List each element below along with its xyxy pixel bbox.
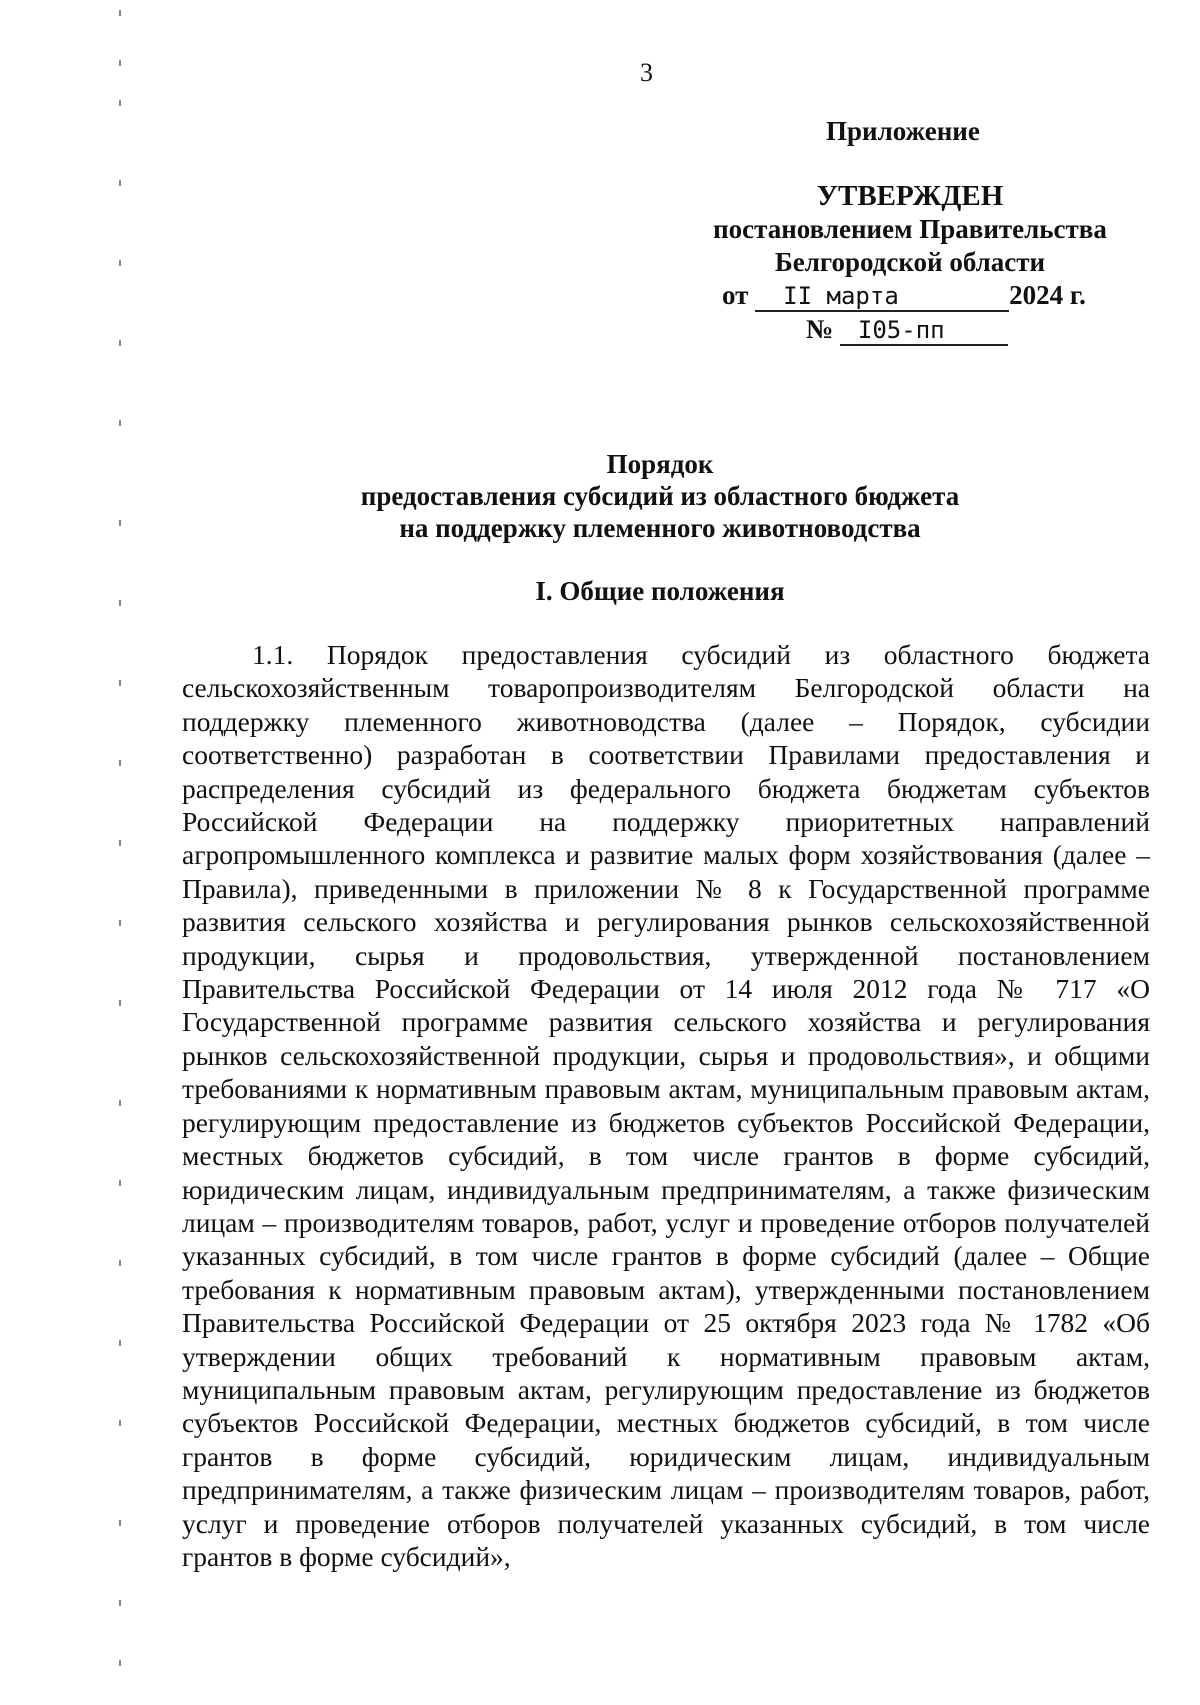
title-line-3: на поддержку племенного животноводства	[399, 513, 921, 543]
scan-mark	[119, 180, 121, 186]
approval-number-row	[806, 314, 1008, 346]
appendix-label: Приложение	[826, 116, 980, 146]
title-line-2: предоставления субсидий из областного бюджета	[360, 481, 960, 511]
scan-mark	[119, 1520, 121, 1526]
section-heading: I. Общие положения	[535, 576, 785, 606]
scan-mark	[119, 600, 121, 606]
approved-by-line-1: постановлением Правительства	[713, 214, 1107, 244]
scan-mark	[119, 1340, 121, 1346]
date-year: 2024 г.	[1009, 280, 1086, 310]
scan-mark	[119, 680, 121, 686]
page-number: 3	[640, 58, 653, 87]
date-prefix: от	[722, 280, 749, 310]
scan-mark	[119, 1660, 121, 1666]
date-filled-field: II марта	[755, 282, 1009, 312]
scan-mark	[119, 100, 121, 106]
scan-mark	[119, 840, 121, 846]
scan-mark	[119, 1180, 121, 1186]
scan-mark	[119, 340, 121, 346]
scan-mark	[119, 10, 121, 16]
approval-block	[680, 180, 1140, 279]
paragraph-1-1: 1.1. Порядок предоставления субсидий из областного бюджета сельскохозяйственным товаропроизводителям Белгородской области на поддержку племенного животноводства (далее – Порядок, субсидии соответственно) разработан в соответствии Правилами предоставления и распределения субсидий из федерального бюджета бюджетам субъектов Российской Федерации на поддержку приоритетных направлений агропромышленного комплекса и развитие малых форм хозяйствования (далее – Правила), приведенными в приложении № 8 к Государственной программе развития сельского хозяйства и регулирования рынков сельскохозяйственной продукции, сырья и продовольствия, утвержденной постановлением Правительства Российской Федерации от 14 июля 2012 года № 717 «О Государственной программе развития сельского хозяйства и регулирования рынков сельскохозяйственной продукции, сырья и продовольствия», и общими требованиями к нормативным правовым актам, муниципальным правовым актам, регулирующим предоставление из бюджетов субъектов Российской Федерации, местных бюджетов субсидий, в том числе грантов в форме субсидий, юридическим лицам, индивидуальным предпринимателям, а также физическим лицам – производителям товаров, работ, услуг и проведение отборов получателей указанных субсидий, в том числе грантов в форме субсидий (далее – Общие требования к нормативным правовым актам), утвержденными постановлением Правительства Российской Федерации от 25 октября 2023 года № 1782 «Об утверждении общих требований к нормативным правовым актам, муниципальным правовым актам, регулирующим предоставление из бюджетов субъектов Российской Федерации, местных бюджетов субсидий, в том числе грантов в форме субсидий, юридическим лицам, индивидуальным предпринимателям, а также физическим лицам – производителям товаров, работ, услуг и проведение отборов получателей указанных субсидий, в том числе грантов в форме субсидий»,	[182, 639, 1150, 1572]
scan-mark	[119, 1420, 121, 1426]
scan-mark	[119, 420, 121, 426]
scan-mark	[119, 260, 121, 266]
approved-label: УТВЕРЖДЕН	[816, 180, 1004, 212]
scan-mark	[119, 520, 121, 526]
scan-mark	[119, 1100, 121, 1106]
scan-mark	[119, 60, 121, 66]
scan-mark	[119, 1000, 121, 1006]
scan-mark	[119, 760, 121, 766]
approval-date-row	[722, 280, 1086, 312]
approved-by-line-2: Белгородской области	[774, 247, 1046, 277]
number-prefix: №	[806, 314, 834, 344]
scan-mark	[119, 920, 121, 926]
number-filled-field: I05-пп	[840, 316, 1008, 346]
document-title	[300, 448, 1020, 544]
scan-mark	[119, 1260, 121, 1266]
scan-margin-marks	[116, 0, 126, 1705]
scan-mark	[119, 1600, 121, 1606]
title-line-1: Порядок	[606, 449, 714, 479]
